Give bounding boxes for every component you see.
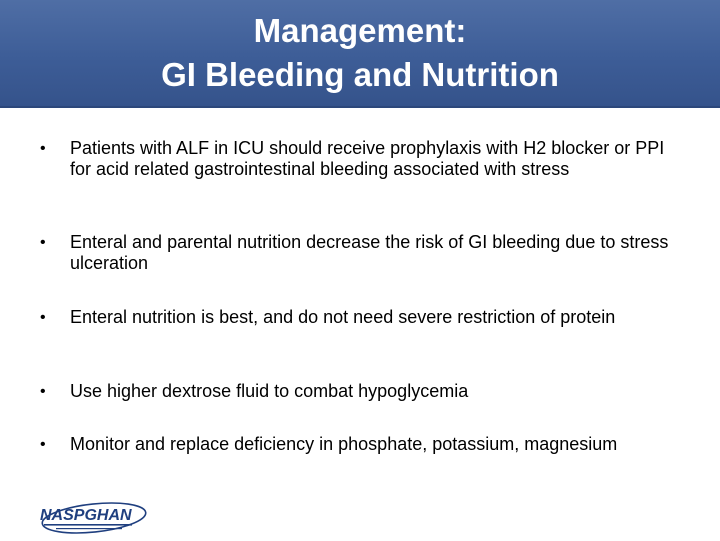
bullet-text: Enteral nutrition is best, and do not need severe restriction of protein xyxy=(70,307,616,327)
slide-title-line-1: Management: xyxy=(253,12,467,49)
bullet-item xyxy=(0,434,720,455)
bullet-marker: • xyxy=(40,234,46,251)
bullet-text: Enteral and parental nutrition decrease the risk of GI bleeding due to stress ulceration xyxy=(70,232,669,273)
bullet-text: Patients with ALF in ICU should receive prophylaxis with H2 blocker or PPI for acid related gastrointestinal bleeding associated with stress xyxy=(70,138,665,179)
title-bar xyxy=(0,0,720,108)
bullet-item xyxy=(0,138,720,180)
bullet-text: Use higher dextrose fluid to combat hypoglycemia xyxy=(70,381,469,401)
bullet-item xyxy=(0,232,720,274)
bullet-marker: • xyxy=(40,383,46,400)
bullet-list xyxy=(0,138,720,454)
naspghan-logo xyxy=(36,500,148,536)
bullet-item xyxy=(0,307,720,328)
slide-title-line-2: GI Bleeding and Nutrition xyxy=(161,56,559,93)
bullet-item xyxy=(0,381,720,402)
bullet-text: Monitor and replace deficiency in phosphate, potassium, magnesium xyxy=(70,434,618,454)
naspghan-logo-graphic xyxy=(36,500,148,536)
logo-wordmark: NASPGHAN xyxy=(40,507,132,524)
bullet-marker: • xyxy=(40,436,46,453)
bullet-marker: • xyxy=(40,309,46,326)
bullet-marker: • xyxy=(40,140,46,157)
